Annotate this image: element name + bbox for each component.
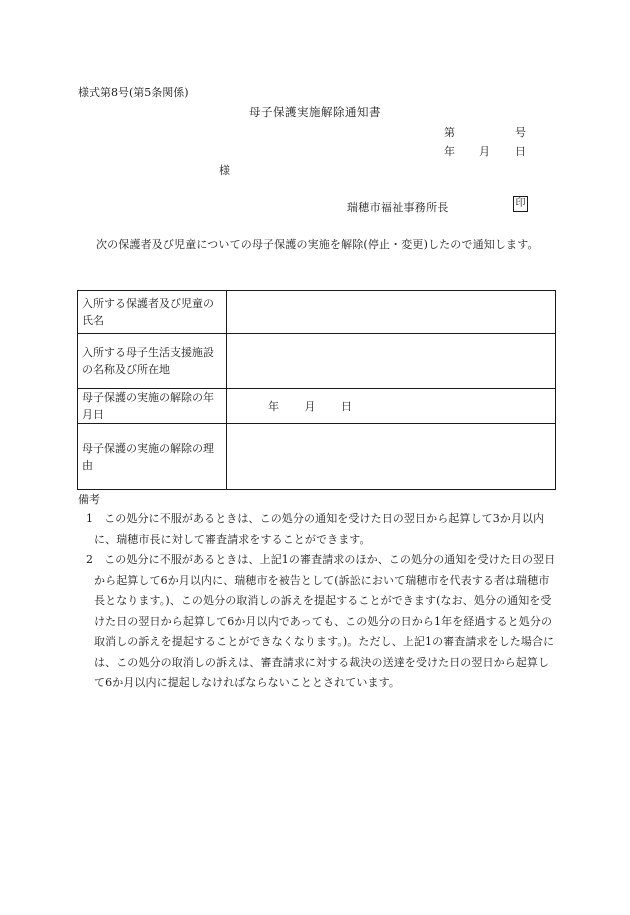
row-label-facility: 入所する母子生活支援施設の名称及び所在地 <box>78 334 227 389</box>
date-day-label: 日 <box>515 145 526 158</box>
row-label-release-date: 母子保護の実施の解除の年月日 <box>78 389 227 424</box>
table-row <box>78 424 556 490</box>
date-year-label: 年 <box>444 145 455 158</box>
document-title: 母子保護実施解除通知書 <box>249 105 381 119</box>
table-row <box>78 334 556 389</box>
issuing-office: 瑞穂市福祉事務所長 <box>347 201 449 214</box>
date-month-label: 月 <box>479 145 490 158</box>
number-prefix: 第 <box>444 126 455 139</box>
notice-table <box>77 290 556 490</box>
row-value-reason <box>227 424 556 490</box>
addressee-suffix: 様 <box>219 164 230 177</box>
release-date-day: 日 <box>341 399 352 413</box>
row-label-names: 入所する保護者及び児童の氏名 <box>78 291 227 334</box>
row-value-facility <box>227 334 556 389</box>
row-value-release-date <box>227 389 556 424</box>
table-row <box>78 291 556 334</box>
note-item: 2 この処分に不服があるときは、上記1の審査請求のほか、この処分の通知を受けた日の翌日から起算して6か月以内に、瑞穂市を被告として(訴訟において瑞穂市を代表する者は瑞穂市長となります。)、この処分の取消しの訴えを提起することができます(なお、処分の通知を受けた日の翌日から起算して6か月以内であっても、この処分の日から1年を経過すると処分の取消しの訴えを提起することができなくなります。)。ただし、上記1の審査請求をした場合には、この処分の取消しの訴えは、審査請求に対する裁決の送達を受けた日の翌日から起算して6か月以内に提起しなければならないこととされています。 <box>86 553 556 689</box>
release-date-year: 年 <box>268 399 279 413</box>
release-date-month: 月 <box>304 399 316 413</box>
form-number-label: 様式第8号(第5条関係) <box>78 86 189 99</box>
row-label-reason: 母子保護の実施の解除の理由 <box>78 424 227 490</box>
note-item: 1 この処分に不服があるときは、この処分の通知を受けた日の翌日から起算して3か月以内に、瑞穂市長に対して審査請求をすることができます。 <box>86 512 545 546</box>
table-row <box>78 389 556 424</box>
seal-mark: 印 <box>513 196 528 212</box>
row-value-names <box>227 291 556 334</box>
intro-paragraph: 次の保護者及び児童についての母子保護の実施を解除(停止・変更)したので通知します。 <box>96 238 539 251</box>
notes-heading: 備考 <box>78 493 100 506</box>
number-suffix: 号 <box>515 126 526 139</box>
